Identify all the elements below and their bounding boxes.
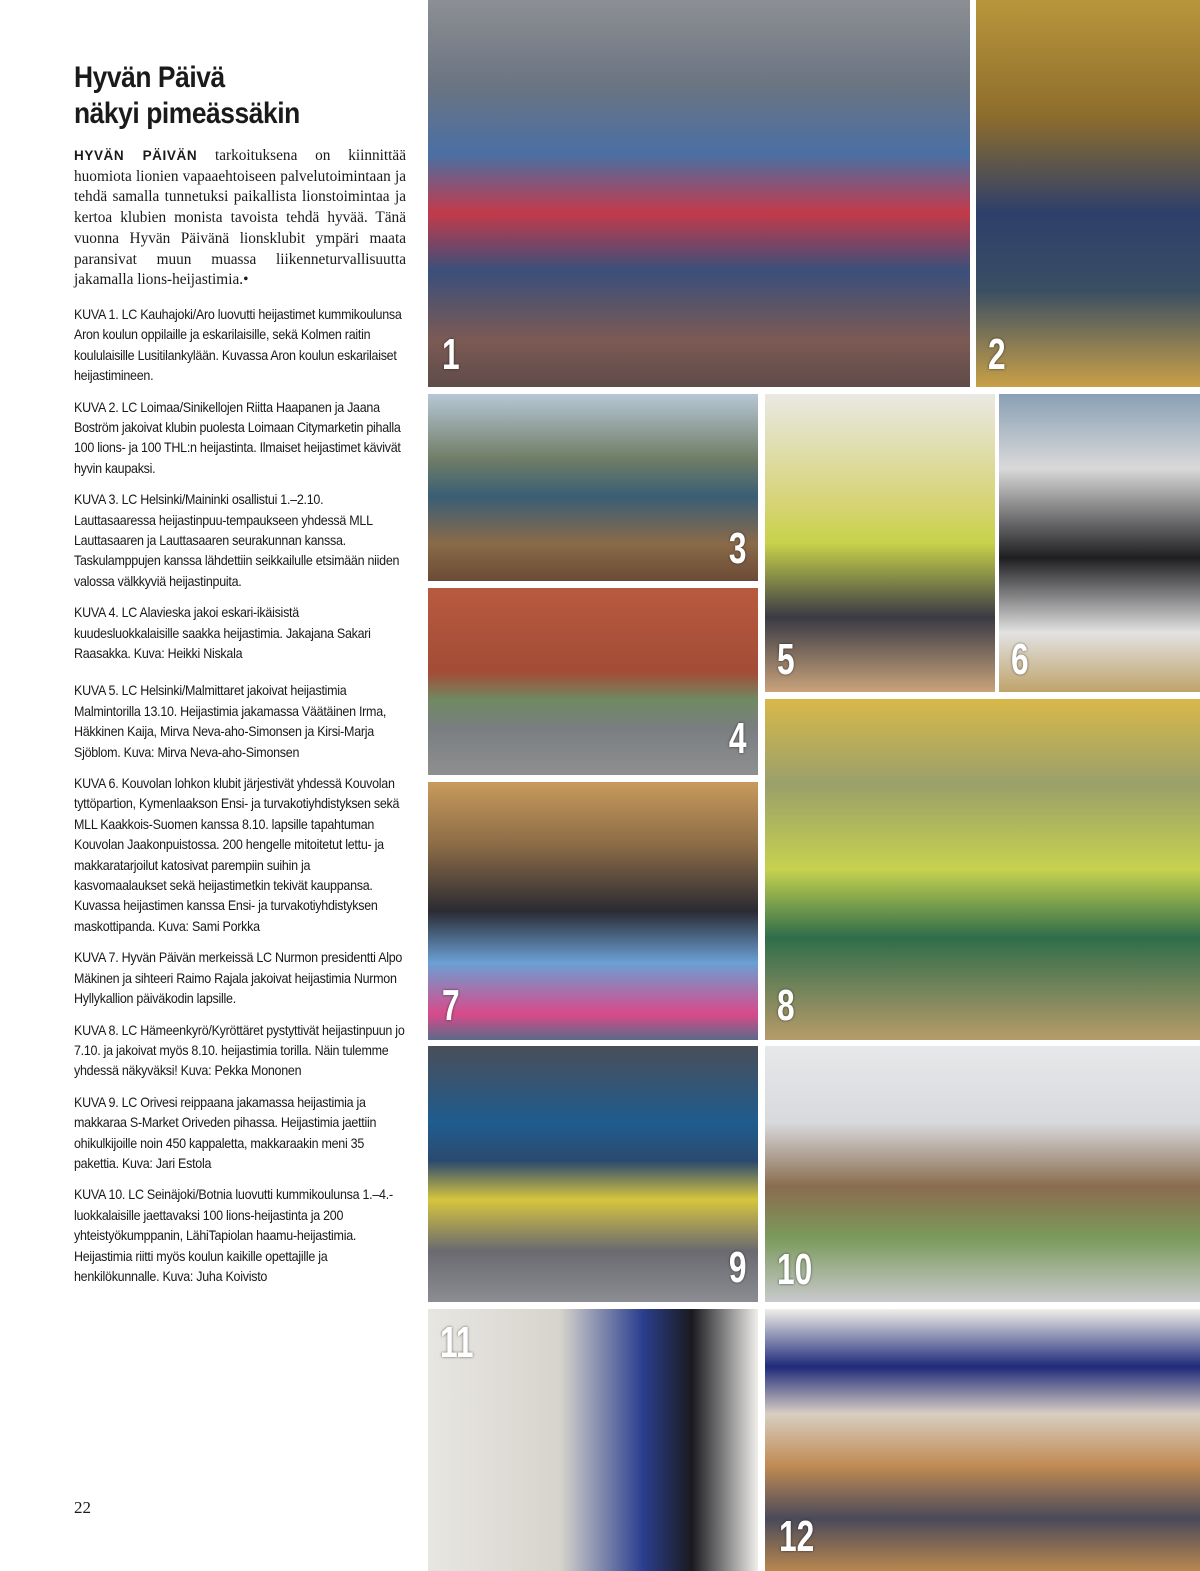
photo-1 (428, 0, 970, 387)
caption-1: KUVA 1. LC Kauhajoki/Aro luovutti heijastimet kummikoulunsa Aron koulun oppilaille ja eskarilaisille, sekä Kolmen raitin koululaisille Lusitilankylään. Kuvassa Aron koulun eskarilaiset heijastimineen. (74, 306, 402, 384)
lead-paragraph (74, 146, 406, 291)
photo-4 (428, 588, 758, 775)
photo-number-2: 2 (988, 330, 1006, 379)
article-column (74, 60, 406, 1298)
photo-8 (765, 699, 1200, 1040)
caption-7: KUVA 7. Hyvän Päivän merkeissä LC Nurmon presidentti Alpo Mäkinen ja sihteeri Raimo Rajala jakoivat heijastimia Nurmon Hyllykallion päiväkodin lapsille. (74, 950, 403, 1007)
caption-9: KUVA 9. LC Orivesi reippaana jakamassa heijastimia ja makkaraa S-Market Oriveden pihassa. Heijastimia jaettiin ohikulkijoille noin 450 kappaletta, makkaraakin meni 35 pakettia. Kuva: Jari Estola (74, 1094, 377, 1171)
caption-2: KUVA 2. LC Loimaa/Sinikellojen Riitta Haapanen ja Jaana Boström jakoivat klubin puolesta Loimaan Citymarketin pihalla 100 lions- ja 100 THL:n heijastinta. Ilmaiset heijastimet kävivät hyvin kaupaksi. (74, 399, 401, 476)
photo-2 (976, 0, 1200, 387)
photo-3 (428, 394, 758, 581)
headline-line-1: Hyvän Päivä (74, 61, 225, 94)
photo-number-4: 4 (728, 714, 746, 763)
caption-5: KUVA 5. LC Helsinki/Malmittaret jakoivat heijastimia Malmintorilla 13.10. Heijastimia jakamassa Väätäinen Irma, Häkkinen Kaija, Mirva Neva-aho-Simonsen ja Kirsi-Marja Sjöblom. Kuva: Mirva Neva-aho-Simonsen (74, 683, 387, 760)
lead-caps: HYVÄN PÄIVÄN (74, 148, 198, 163)
lead-text: tarkoituksena on kiinnittää huomiota lionien vapaaehtoiseen palvelutoimintaan ja tehdä samalla tunnetuksi paikallista lionstoimintaa ja kertoa klubien monista tavoista tehdä hyvää. Tänä vuonna Hyvän Päivänä lionsklubit ympäri maata paransivat muun muassa liikenneturvallisuutta jakamalla lions-heijastimia.• (74, 147, 406, 289)
headline-line-2: näkyi pimeässäkin (74, 97, 300, 130)
caption-3: KUVA 3. LC Helsinki/Maininki osallistui 1.–2.10. Lauttasaaressa heijastinpuu-tempaukseen yhdessä MLL Lauttasaaren ja Lauttasaaren seurakunnan kanssa. Taskulamppujen kanssa lähdettiin seikkailulle etsimään niiden valossa välkkyviä heijastinpuita. (74, 492, 400, 589)
photo-number-5: 5 (777, 635, 795, 684)
photo-number-11: 11 (440, 1318, 474, 1367)
photo-number-7: 7 (442, 981, 460, 1030)
photo-number-9: 9 (728, 1243, 746, 1292)
caption-10: KUVA 10. LC Seinäjoki/Botnia luovutti kummikoulunsa 1.–4.-luokkalaisille jaettavaksi 100 lions-heijastinta ja 200 yhteistyökumppanin, LähiTapiolan haamu-heijastimia. Heijastimia riitti myös koulun kaikille opettajille ja henkilökunnalle. Kuva: Juha Koivisto (74, 1187, 393, 1284)
article-headline (74, 60, 408, 132)
caption-6: KUVA 6. Kouvolan lohkon klubit järjestivät yhdessä Kouvolan tyttöpartion, Kymenlaakson Ensi- ja turvakotiyhdistyksen sekä MLL Kaakkois-Suomen kanssa 8.10. lapsille tapahtuman Kouvolan Jaakonpuistossa. 200 hengelle mitoitetut lettu- ja makkaratarjoilut katosivat parempiin suihin ja kasvomaalaukset sekä heijastimetkin tekivät kauppansa. Kuvassa heijastimen kanssa Ensi- ja turvakotiyhdistyksen maskottipanda. Kuva: Sami Porkka (74, 776, 400, 934)
photo-7 (428, 782, 758, 1040)
photo-number-8: 8 (777, 981, 795, 1030)
caption-8: KUVA 8. LC Hämeenkyrö/Kyröttäret pystyttivät heijastinpuun jo 7.10. ja jakoivat myös 8.10. heijastimia torilla. Näin tulemme yhdessä näkyväksi! Kuva: Pekka Mononen (74, 1022, 405, 1079)
photo-number-3: 3 (728, 524, 746, 573)
photo-6 (999, 394, 1200, 692)
page-number: 22 (74, 1498, 91, 1517)
photo-number-10: 10 (777, 1245, 813, 1294)
caption-4: KUVA 4. LC Alavieska jakoi eskari-ikäisistä kuudesluokkalaisille saakka heijastimia. Jakajana Sakari Raasakka. Kuva: Heikki Niskala (74, 605, 371, 662)
photo-5 (765, 394, 995, 692)
photo-10 (765, 1046, 1200, 1302)
photo-12 (765, 1309, 1200, 1571)
photo-number-12: 12 (779, 1512, 815, 1561)
photo-number-1: 1 (442, 330, 460, 379)
photo-11 (428, 1309, 758, 1571)
photo-9 (428, 1046, 758, 1302)
photo-number-6: 6 (1011, 635, 1029, 684)
